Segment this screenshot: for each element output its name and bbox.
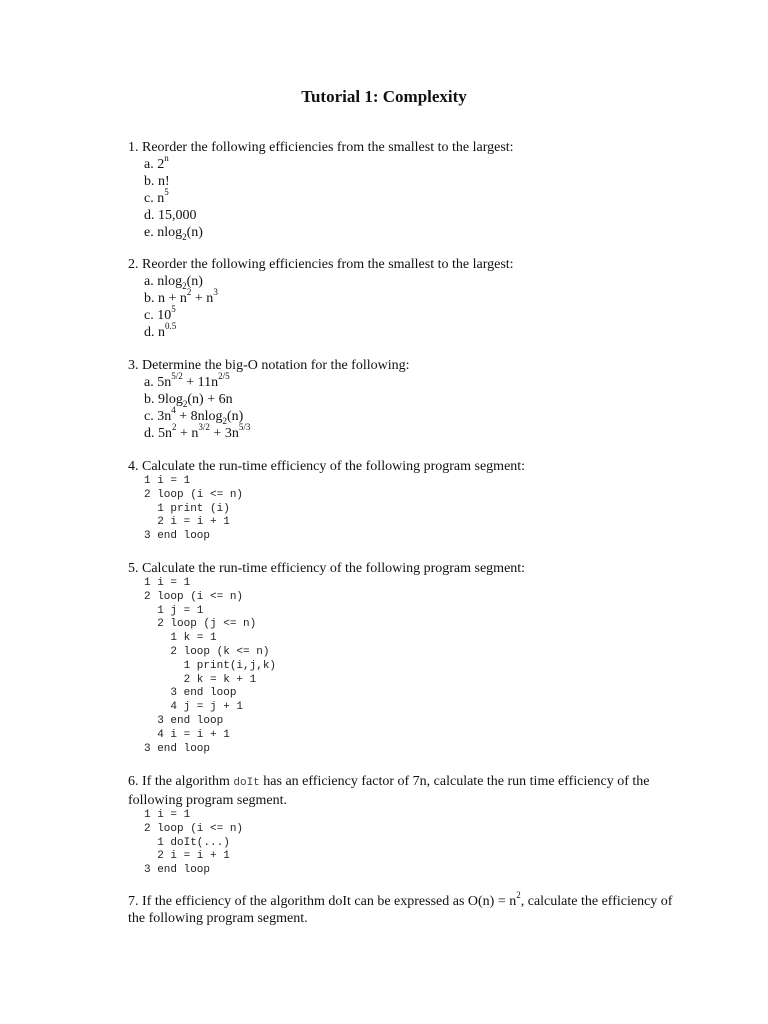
question-6-stem: 6. If the algorithm doIt has an efficiency factor of 7n, calculate the run time efficiency of the following program segment. [128,774,650,808]
doit-inline-code: doIt [233,777,260,789]
question-1-option-a: a. 2$^n$ [144,153,169,172]
question-3-option-d: d. $5n^2 + n^{3/2} + 3n^{5/3}$ [144,422,251,441]
question-7-stem: 7. If the efficiency of the algorithm doIt can be expressed as $O(n) = n^2$, calculate the efficiency of the following program segment. [128,890,673,926]
question-7 [128,890,673,927]
question-1-option-d: d. 15,000 [144,208,197,223]
question-2 [128,256,673,341]
question-3-option-b: b. $9\log_2(n) + 6n$ [144,392,233,409]
question-4 [128,458,673,544]
question-2-option-b: b. $n + n^2 + n^3$ [144,287,218,306]
question-1-option-e: e. nlog$_2$(n) [144,225,203,242]
question-2-option-d: d. $n^{0.5}$ [144,321,177,340]
question-2-option-a: a. nlog$_2$(n) [144,274,203,291]
question-1-stem: 1. Reorder the following efficiencies from the smallest to the largest: [128,140,514,155]
question-3-options [128,371,673,442]
question-5-code: 1 i = 1 2 loop (i <= n) 1 j = 1 2 loop (j <= n) 1 k = 1 2 loop (k <= n) 1 print(i,j,k) 2 k = k + 1 3 end loop 4 j = j + 1 3 end loop 4 i = i + 1 3 end loop [144,577,277,755]
question-3-option-c: c. $3n^4 + 8nlog_2(n)$ [144,405,244,426]
question-6 [128,773,673,878]
question-1 [128,139,673,241]
question-4-stem: 4. Calculate the run-time efficiency of the following program segment: [128,459,526,474]
question-5 [128,560,673,756]
question-3-stem: 3. Determine the big-O notation for the following: [128,358,410,373]
page-title: Tutorial 1: Complexity [301,87,467,106]
question-2-option-c: c. $10^5$ [144,304,176,323]
question-2-options [128,273,673,341]
question-1-options [128,153,673,242]
question-6-code: 1 i = 1 2 loop (i <= n) 1 doIt(...) 2 i = i + 1 3 end loop [144,809,244,877]
question-5-stem: 5. Calculate the run-time efficiency of the following program segment: [128,561,526,576]
question-2-stem: 2. Reorder the following efficiencies from the smallest to the largest: [128,257,514,272]
question-1-option-c: c. $n^5$ [144,187,169,206]
question-3-option-a: a. $5n^{5/2} + 11n^{2/5}$ [144,371,230,390]
question-3 [128,357,673,442]
question-1-option-b: b. n! [144,174,170,189]
question-4-code: 1 i = 1 2 loop (i <= n) 1 print (i) 2 i = i + 1 3 end loop [144,475,244,543]
